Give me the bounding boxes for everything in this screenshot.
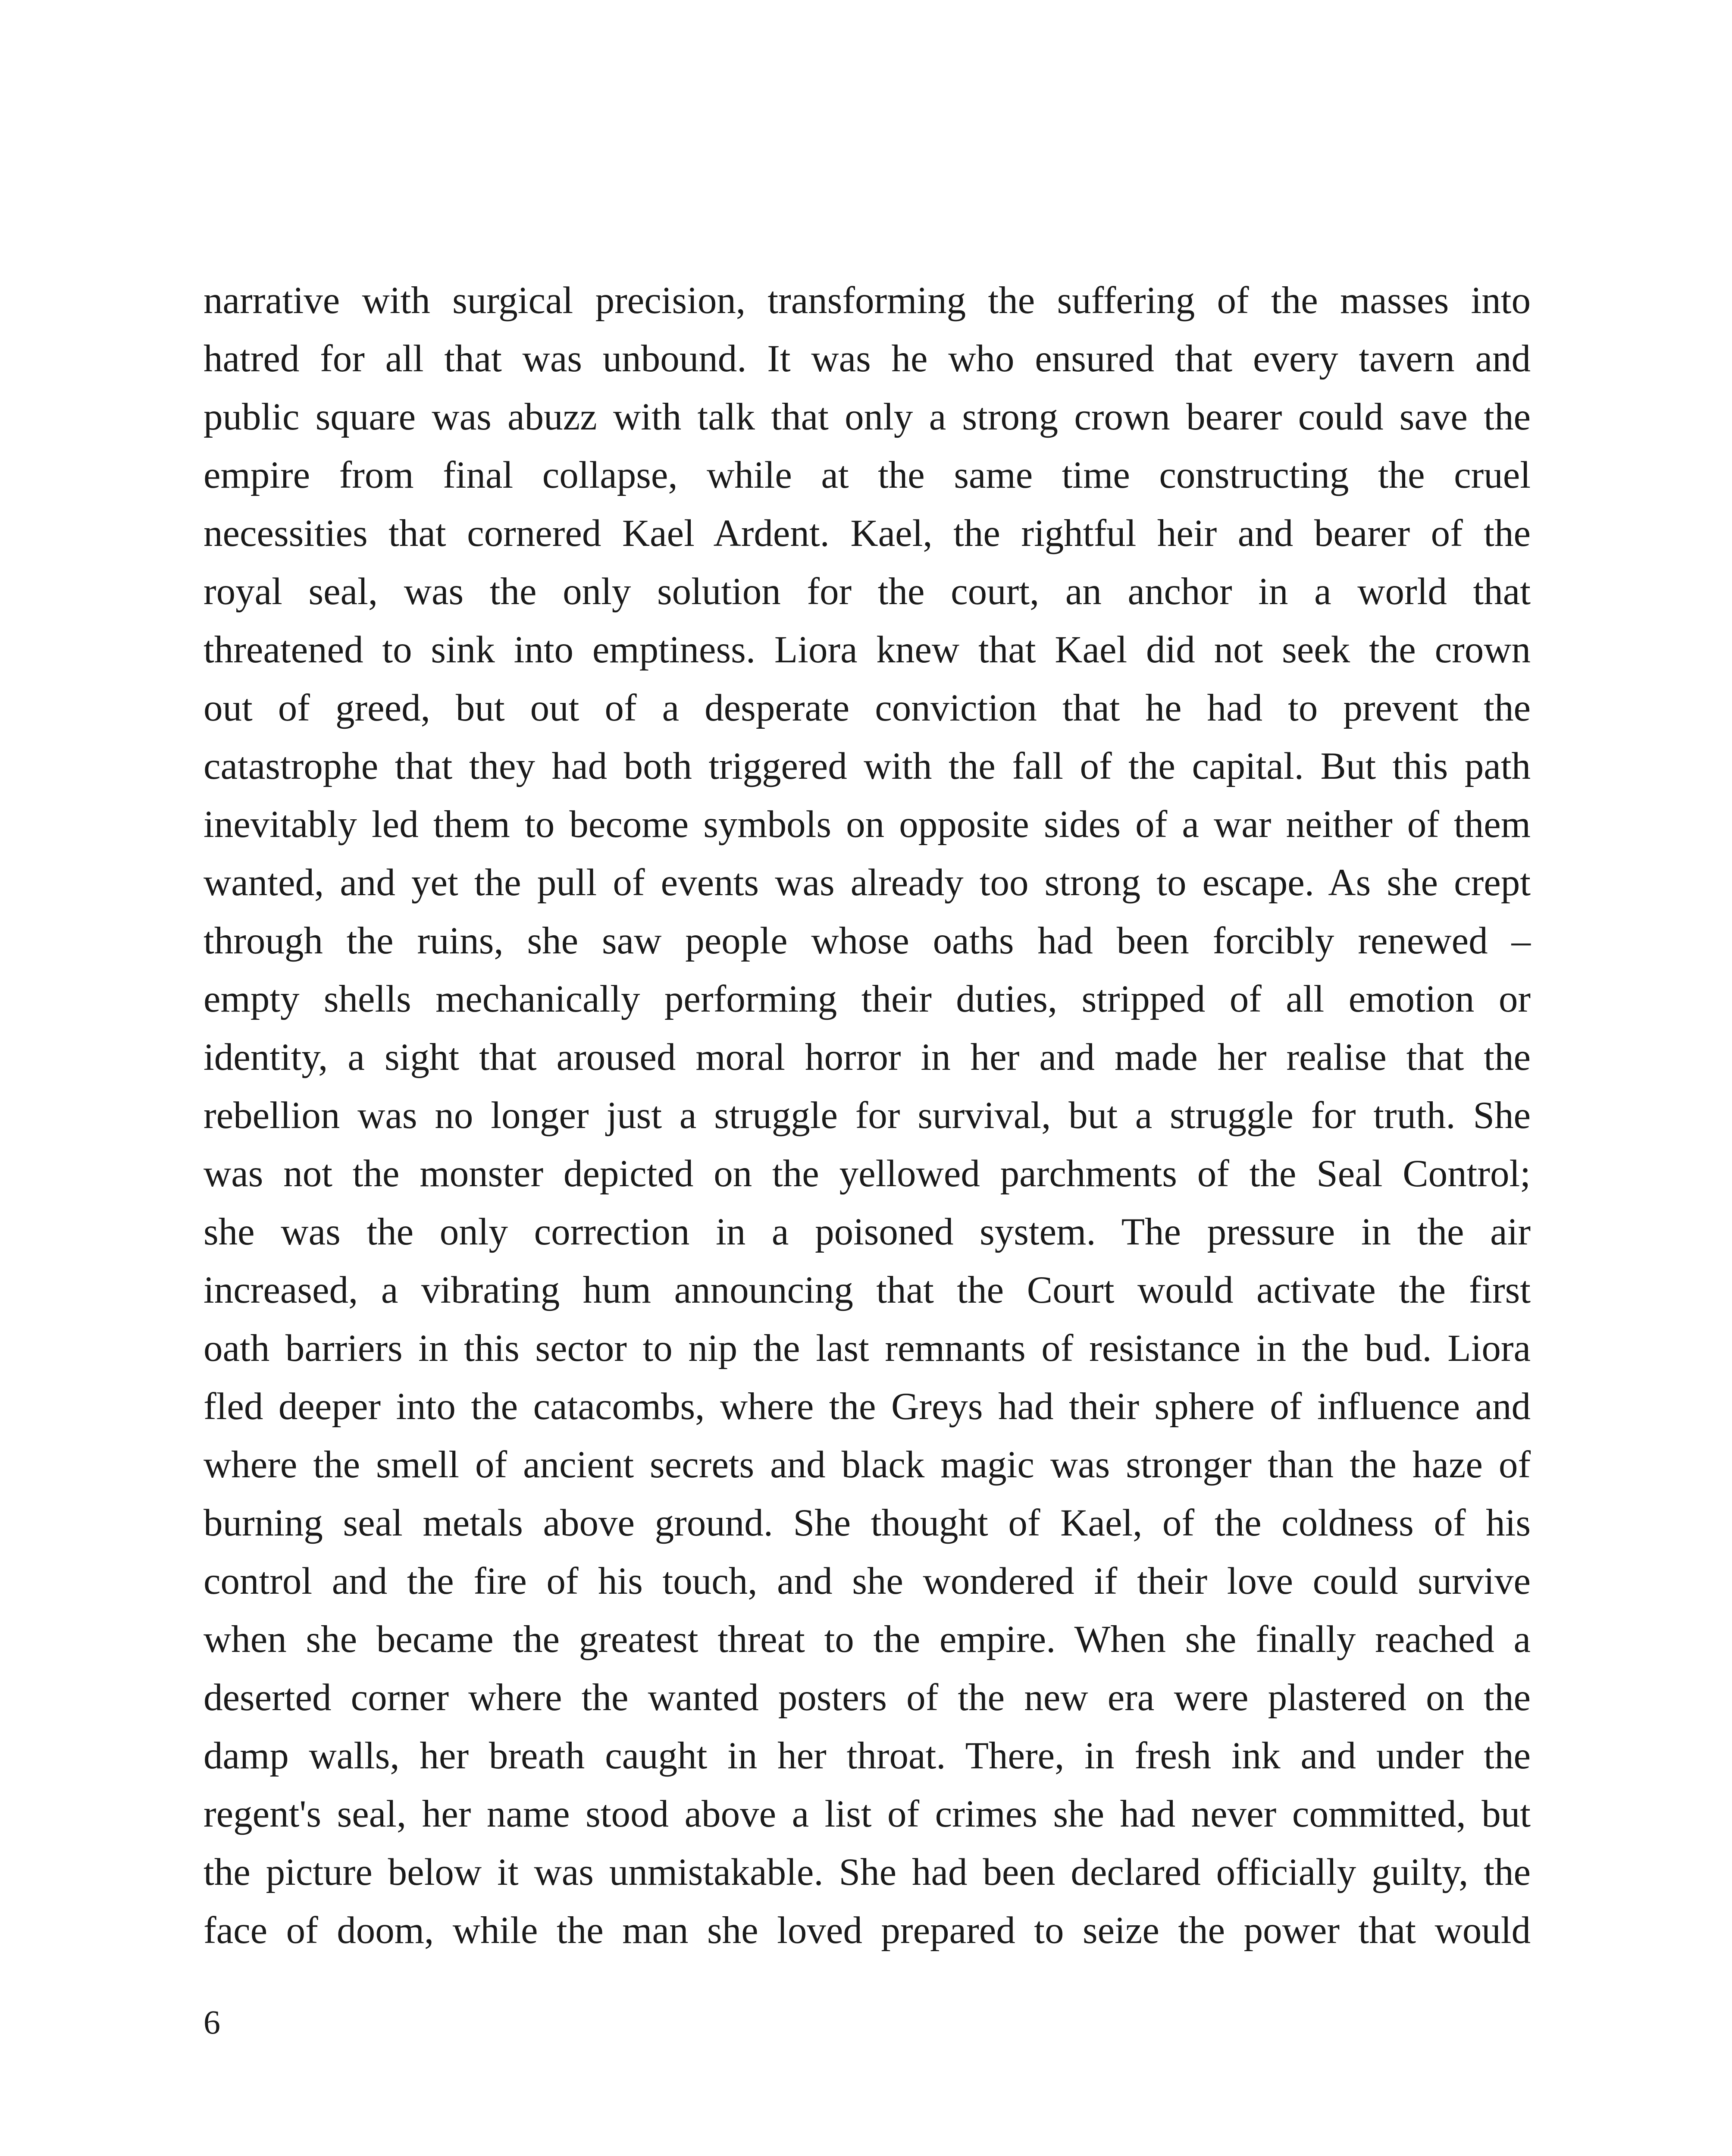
body-text: [204, 272, 1531, 1960]
text-line: the picture below it was unmistakable. She had been declared officially guilty, the: [204, 1851, 1531, 1893]
text-line: control and the fire of his touch, and she wondered if their love could survive: [204, 1560, 1531, 1602]
text-line: catastrophe that they had both triggered with the fall of the capital. But this path: [204, 745, 1531, 787]
text-line: fled deeper into the catacombs, where the Greys had their sphere of influence and: [204, 1385, 1531, 1428]
text-line: empire from final collapse, while at the same time constructing the cruel: [204, 454, 1531, 496]
text-line: threatened to sink into emptiness. Liora knew that Kael did not seek the crown: [204, 629, 1531, 671]
text-line: was not the monster depicted on the yellowed parchments of the Seal Control;: [204, 1153, 1531, 1195]
text-line: when she became the greatest threat to the empire. When she finally reached a: [204, 1618, 1531, 1661]
text-line: where the smell of ancient secrets and black magic was stronger than the haze of: [204, 1444, 1531, 1486]
text-line: out of greed, but out of a desperate conviction that he had to prevent the: [204, 687, 1531, 729]
text-line: identity, a sight that aroused moral horror in her and made her realise that the: [204, 1036, 1531, 1078]
text-line: through the ruins, she saw people whose oaths had been forcibly renewed –: [204, 920, 1531, 962]
text-line: damp walls, her breath caught in her throat. There, in fresh ink and under the: [204, 1735, 1531, 1777]
text-line: wanted, and yet the pull of events was already too strong to escape. As she crept: [204, 862, 1531, 904]
text-line: oath barriers in this sector to nip the last remnants of resistance in the bud. Liora: [204, 1327, 1531, 1369]
text-line: regent's seal, her name stood above a list of crimes she had never committed, but: [204, 1793, 1531, 1835]
text-line: public square was abuzz with talk that only a strong crown bearer could save the: [204, 396, 1531, 438]
text-line: she was the only correction in a poisoned system. The pressure in the air: [204, 1211, 1531, 1253]
page-number: 6: [204, 2003, 220, 2041]
text-line: inevitably led them to become symbols on opposite sides of a war neither of them: [204, 803, 1531, 846]
text-line: increased, a vibrating hum announcing that the Court would activate the first: [204, 1269, 1531, 1311]
text-line: royal seal, was the only solution for the court, an anchor in a world that: [204, 570, 1531, 613]
text-line: rebellion was no longer just a struggle for survival, but a struggle for truth. She: [204, 1094, 1531, 1137]
text-line: narrative with surgical precision, transforming the suffering of the masses into: [204, 279, 1531, 322]
text-line: burning seal metals above ground. She thought of Kael, of the coldness of his: [204, 1502, 1531, 1544]
text-line: empty shells mechanically performing their duties, stripped of all emotion or: [204, 978, 1531, 1020]
text-line: necessities that cornered Kael Ardent. Kael, the rightful heir and bearer of the: [204, 512, 1531, 555]
text-line: deserted corner where the wanted posters of the new era were plastered on the: [204, 1677, 1531, 1719]
text-line: face of doom, while the man she loved prepared to seize the power that would: [204, 1909, 1531, 1952]
text-line: hatred for all that was unbound. It was he who ensured that every tavern and: [204, 338, 1531, 380]
